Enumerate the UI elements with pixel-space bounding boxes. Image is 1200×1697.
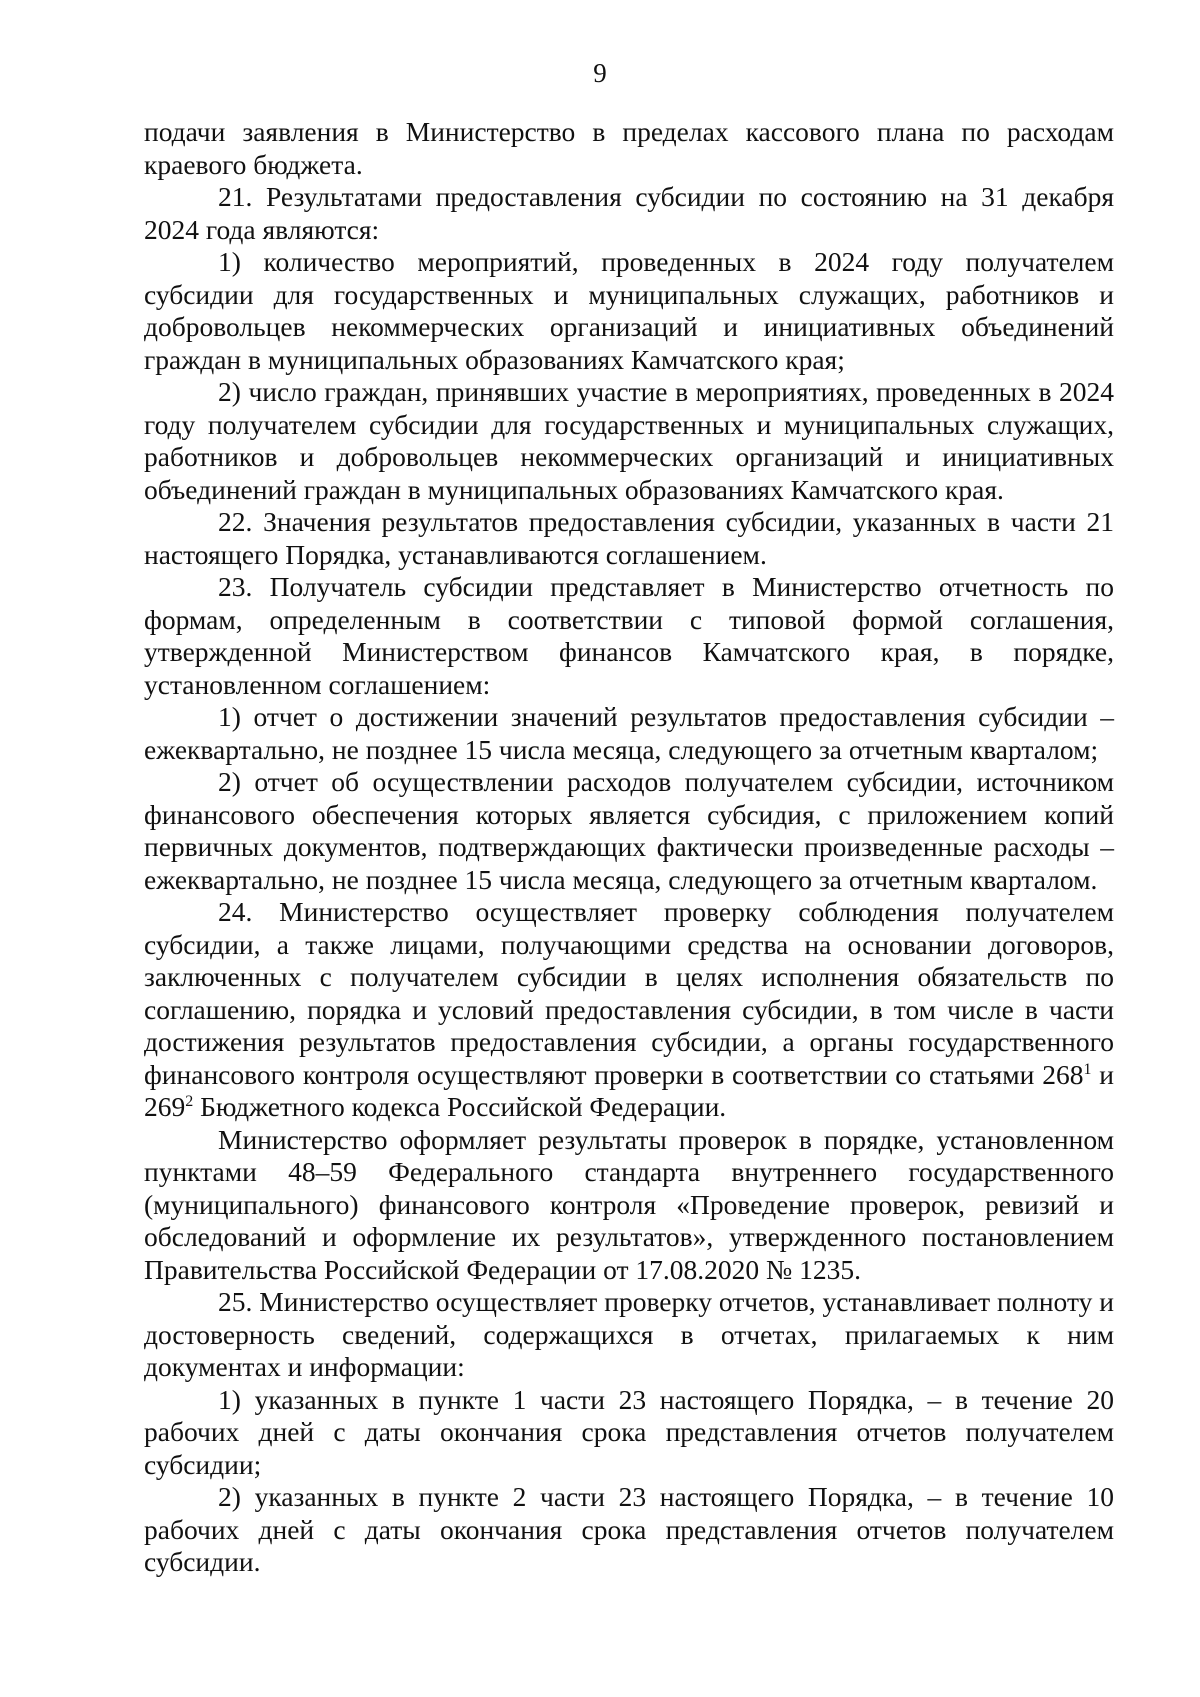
paragraph-25-item-2: 2) указанных в пункте 2 части 23 настоящего Порядка, – в течение 10 рабочих дней с даты окончания срока представления отчетов получателем субсидии.	[144, 1481, 1114, 1577]
paragraph-25-item-1: 1) указанных в пункте 1 части 23 настоящего Порядка, – в течение 20 рабочих дней с даты окончания срока представления отчетов получателем субсидии;	[144, 1383, 1114, 1480]
paragraph-24	[144, 896, 1114, 1124]
paragraph-continuation: подачи заявления в Министерство в пределах кассового плана по расходам краевого бюджета.	[144, 116, 1114, 180]
paragraph-24-text-mid: и 269	[144, 1058, 1115, 1122]
paragraph-23-item-2: 2) отчет об осуществлении расходов получателем субсидии, источником финансового обеспечения которых является субсидия, с приложением копий первичных документов, подтверждающих фактически произведенные расходы – ежеквартально, не позднее 15 числа месяца, следующего за отчетным кварталом.	[144, 766, 1114, 895]
paragraph-21-item-1: 1) количество мероприятий, проведенных в 2024 году получателем субсидии для государственных и муниципальных служащих, работников и добровольцев некоммерческих организаций и инициативных объединений граждан в муниципальных образованиях Камчатского края;	[144, 246, 1114, 375]
paragraph-23-item-1: 1) отчет о достижении значений результатов предоставления субсидии – ежеквартально, не позднее 15 числа месяца, следующего за отчетным кварталом;	[144, 701, 1114, 765]
paragraph-24-text-before: 24. Министерство осуществляет проверку соблюдения получателем субсидии, а также лицами, получающими средства на основании договоров, заключенных с получателем субсидии в целях исполнения обязательств по соглашению, порядка и условий предоставления субсидии, в том числе в части достижения результатов предоставления субсидии, а органы государственного финансового контроля осуществляют проверки в соответствии со статьями 268	[144, 896, 1114, 1090]
page-number: 9	[593, 58, 607, 88]
paragraph-25: 25. Министерство осуществляет проверку отчетов, устанавливает полноту и достоверность сведений, содержащихся в отчетах, прилагаемых к ним документах и информации:	[144, 1286, 1114, 1382]
paragraph-24-text-after: Бюджетного кодекса Российской Федерации.	[193, 1091, 727, 1122]
document-body	[144, 116, 1114, 1579]
paragraph-22: 22. Значения результатов предоставления субсидии, указанных в части 21 настоящего Порядка, устанавливаются соглашением.	[144, 506, 1114, 570]
superscript-268: 1	[1083, 1060, 1092, 1078]
superscript-269: 2	[185, 1092, 194, 1110]
paragraph-21: 21. Результатами предоставления субсидии по состоянию на 31 декабря 2024 года являются:	[144, 181, 1114, 245]
paragraph-24-results: Министерство оформляет результаты проверок в порядке, установленном пунктами 48–59 Федерального стандарта внутреннего государственного (муниципального) финансового контроля «Проведение проверок, ревизий и обследований и оформление их результатов», утвержденного постановлением Правительства Российской Федерации от 17.08.2020 № 1235.	[144, 1123, 1114, 1285]
paragraph-21-item-2: 2) число граждан, принявших участие в мероприятиях, проведенных в 2024 году получателем субсидии для государственных и муниципальных служащих, работников и добровольцев некоммерческих организаций и инициативных объединений граждан в муниципальных образованиях Камчатского края.	[144, 376, 1114, 505]
paragraph-23: 23. Получатель субсидии представляет в Министерство отчетность по формам, определенным в соответствии с типовой формой соглашения, утвержденной Министерством финансов Камчатского края, в порядке, установленном соглашением:	[144, 571, 1114, 700]
